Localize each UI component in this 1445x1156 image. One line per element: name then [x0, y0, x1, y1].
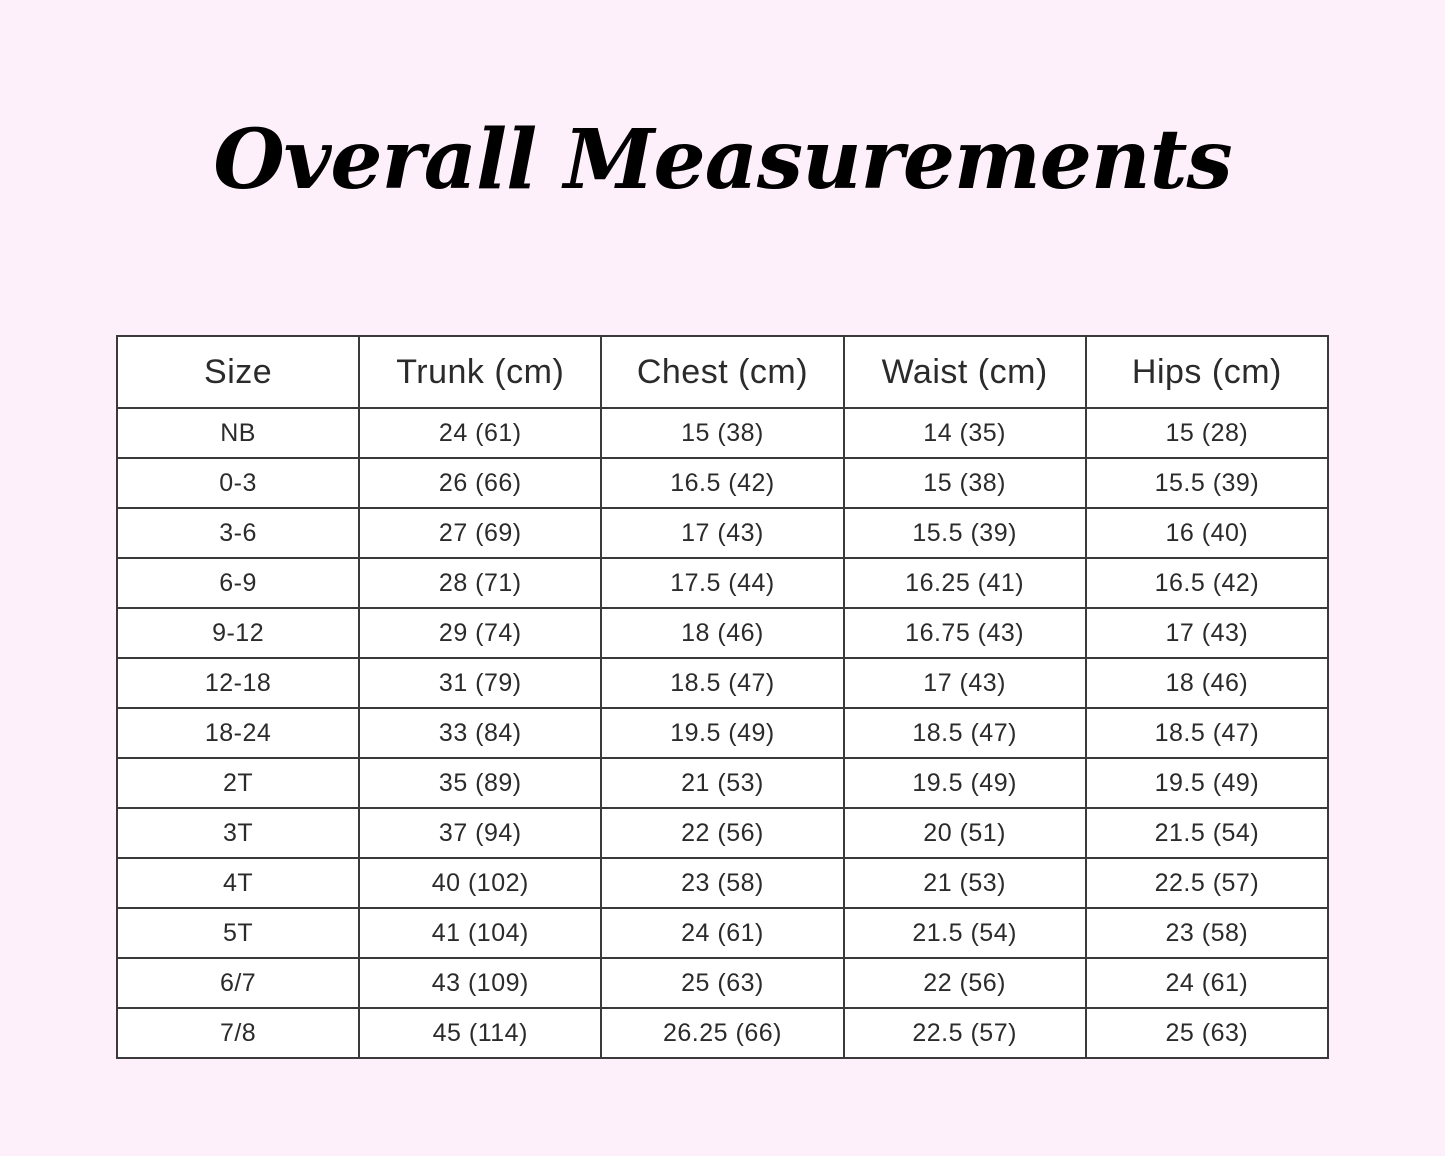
table-row — [117, 1008, 1328, 1058]
cell-chest: 26.25 (66) — [601, 1008, 843, 1058]
cell-chest: 16.5 (42) — [601, 458, 843, 508]
cell-hips: 21.5 (54) — [1086, 808, 1328, 858]
cell-trunk: 37 (94) — [359, 808, 601, 858]
cell-chest: 17.5 (44) — [601, 558, 843, 608]
table-row — [117, 908, 1328, 958]
cell-trunk: 33 (84) — [359, 708, 601, 758]
table-row — [117, 858, 1328, 908]
cell-chest: 17 (43) — [601, 508, 843, 558]
cell-trunk: 31 (79) — [359, 658, 601, 708]
cell-hips: 22.5 (57) — [1086, 858, 1328, 908]
cell-chest: 25 (63) — [601, 958, 843, 1008]
table-row — [117, 408, 1328, 458]
cell-trunk: 29 (74) — [359, 608, 601, 658]
cell-waist: 22.5 (57) — [844, 1008, 1086, 1058]
cell-trunk: 27 (69) — [359, 508, 601, 558]
cell-trunk: 43 (109) — [359, 958, 601, 1008]
cell-size: NB — [117, 408, 359, 458]
table-row — [117, 608, 1328, 658]
cell-size: 6/7 — [117, 958, 359, 1008]
cell-size: 9-12 — [117, 608, 359, 658]
cell-size: 2T — [117, 758, 359, 808]
cell-waist: 16.75 (43) — [844, 608, 1086, 658]
table-header — [117, 336, 1328, 408]
cell-size: 0-3 — [117, 458, 359, 508]
cell-size: 18-24 — [117, 708, 359, 758]
cell-waist: 15.5 (39) — [844, 508, 1086, 558]
cell-waist: 17 (43) — [844, 658, 1086, 708]
cell-chest: 24 (61) — [601, 908, 843, 958]
header-trunk: Trunk (cm) — [359, 336, 601, 408]
cell-hips: 24 (61) — [1086, 958, 1328, 1008]
cell-hips: 25 (63) — [1086, 1008, 1328, 1058]
table-row — [117, 708, 1328, 758]
table-row — [117, 458, 1328, 508]
cell-waist: 19.5 (49) — [844, 758, 1086, 808]
cell-trunk: 41 (104) — [359, 908, 601, 958]
cell-waist: 18.5 (47) — [844, 708, 1086, 758]
cell-chest: 19.5 (49) — [601, 708, 843, 758]
cell-trunk: 28 (71) — [359, 558, 601, 608]
table-row — [117, 958, 1328, 1008]
cell-size: 7/8 — [117, 1008, 359, 1058]
cell-trunk: 40 (102) — [359, 858, 601, 908]
cell-waist: 21 (53) — [844, 858, 1086, 908]
cell-size: 6-9 — [117, 558, 359, 608]
cell-size: 5T — [117, 908, 359, 958]
cell-hips: 23 (58) — [1086, 908, 1328, 958]
cell-waist: 14 (35) — [844, 408, 1086, 458]
cell-chest: 18.5 (47) — [601, 658, 843, 708]
measurements-table — [116, 335, 1329, 1059]
cell-waist: 16.25 (41) — [844, 558, 1086, 608]
header-hips: Hips (cm) — [1086, 336, 1328, 408]
cell-hips: 16 (40) — [1086, 508, 1328, 558]
cell-trunk: 26 (66) — [359, 458, 601, 508]
table-body — [117, 408, 1328, 1058]
cell-chest: 21 (53) — [601, 758, 843, 808]
cell-hips: 17 (43) — [1086, 608, 1328, 658]
page-title: Overall Measurements — [213, 112, 1232, 208]
header-size: Size — [117, 336, 359, 408]
cell-waist: 21.5 (54) — [844, 908, 1086, 958]
header-chest: Chest (cm) — [601, 336, 843, 408]
cell-chest: 15 (38) — [601, 408, 843, 458]
cell-trunk: 24 (61) — [359, 408, 601, 458]
table-row — [117, 808, 1328, 858]
cell-waist: 22 (56) — [844, 958, 1086, 1008]
cell-hips: 16.5 (42) — [1086, 558, 1328, 608]
cell-hips: 19.5 (49) — [1086, 758, 1328, 808]
cell-waist: 20 (51) — [844, 808, 1086, 858]
header-row — [117, 336, 1328, 408]
cell-trunk: 35 (89) — [359, 758, 601, 808]
cell-size: 3T — [117, 808, 359, 858]
cell-size: 3-6 — [117, 508, 359, 558]
cell-waist: 15 (38) — [844, 458, 1086, 508]
table-row — [117, 508, 1328, 558]
table-row — [117, 758, 1328, 808]
cell-hips: 15.5 (39) — [1086, 458, 1328, 508]
table-row — [117, 558, 1328, 608]
cell-trunk: 45 (114) — [359, 1008, 601, 1058]
cell-size: 12-18 — [117, 658, 359, 708]
cell-chest: 18 (46) — [601, 608, 843, 658]
header-waist: Waist (cm) — [844, 336, 1086, 408]
cell-chest: 23 (58) — [601, 858, 843, 908]
cell-hips: 18.5 (47) — [1086, 708, 1328, 758]
cell-hips: 15 (28) — [1086, 408, 1328, 458]
cell-chest: 22 (56) — [601, 808, 843, 858]
cell-size: 4T — [117, 858, 359, 908]
table-row — [117, 658, 1328, 708]
cell-hips: 18 (46) — [1086, 658, 1328, 708]
